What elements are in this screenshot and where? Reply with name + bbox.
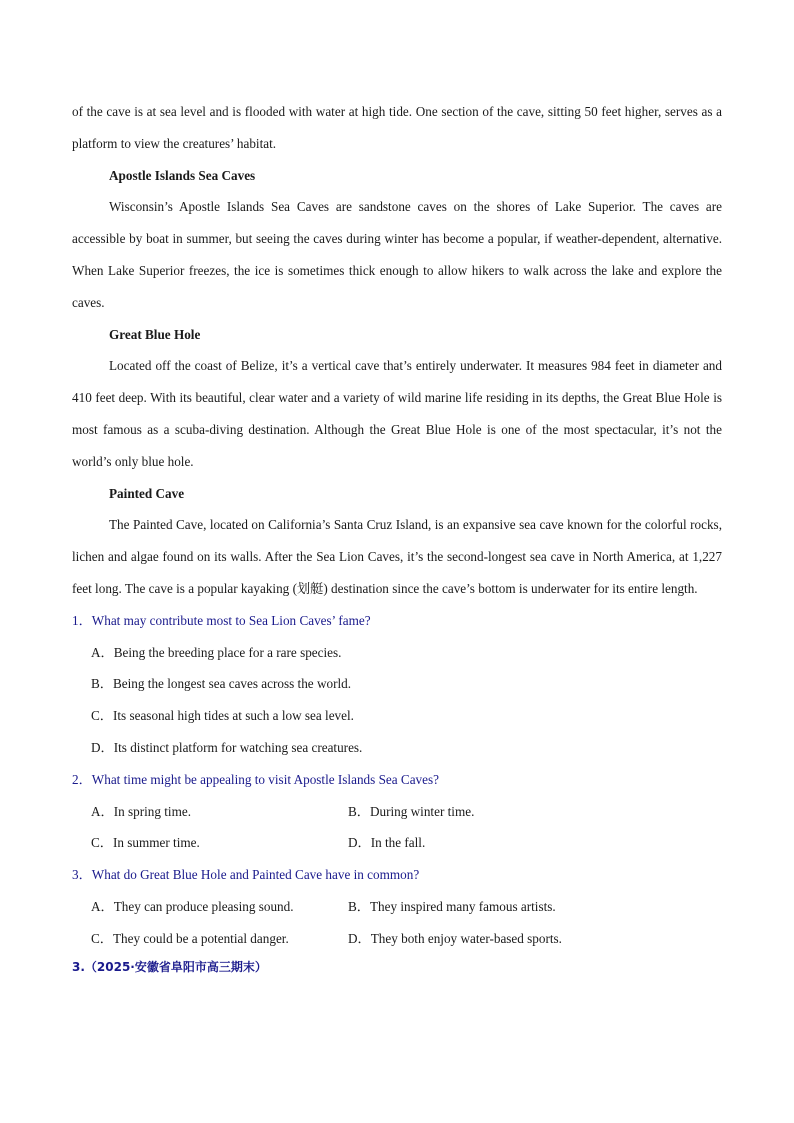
question-1-option-a: A．Being the breeding place for a rare species. xyxy=(91,644,342,660)
question-1-stem: 1．What may contribute most to Sea Lion Caves’ fame? xyxy=(72,612,371,628)
question-2-option-a: A．In spring time. xyxy=(91,803,191,819)
question-3-option-b: B．They inspired many famous artists. xyxy=(348,898,556,914)
question-3-options-row-1 xyxy=(91,891,722,923)
question-3-option-c: C．They could be a potential danger. xyxy=(91,930,289,946)
question-3-stem: 3．What do Great Blue Hole and Painted Cave have in common? xyxy=(72,867,420,883)
question-2-options-row-2 xyxy=(91,827,722,859)
document-page xyxy=(72,96,722,979)
question-2-option-d: D．In the fall. xyxy=(348,835,426,851)
section-heading-blue-hole: Great Blue Hole xyxy=(109,326,201,342)
question-2-options-row-1 xyxy=(91,796,722,828)
passage-paragraph-apostle: Wisconsin’s Apostle Islands Sea Caves are sandstone caves on the shores of Lake Superior. The caves are accessible by boat in summer, but seeing the caves during winter has become a popular, if weather-dependent, alternative. When Lake Superior freezes, the ice is sometimes thick enough to allow hikers to walk across the lake and explore the caves. xyxy=(72,199,722,310)
section-heading-painted-cave: Painted Cave xyxy=(109,485,185,501)
question-2-option-c: C．In summer time. xyxy=(91,835,200,851)
source-label: 3.（2025·安徽省阜阳市高三期末） xyxy=(72,959,267,974)
question-3-options-row-2 xyxy=(91,923,722,955)
question-1-option-b: B．Being the longest sea caves across the world. xyxy=(91,676,352,692)
question-1-option-d: D．Its distinct platform for watching sea creatures. xyxy=(91,739,363,755)
question-2-option-b: B．During winter time. xyxy=(348,803,475,819)
section-heading-apostle: Apostle Islands Sea Caves xyxy=(109,167,256,183)
question-3-option-a: A．They can produce pleasing sound. xyxy=(91,898,294,914)
question-1-option-c: C．Its seasonal high tides at such a low sea level. xyxy=(91,708,354,724)
question-2-stem: 2．What time might be appealing to visit Apostle Islands Sea Caves? xyxy=(72,771,439,787)
passage-paragraph-blue-hole: Located off the coast of Belize, it’s a vertical cave that’s entirely underwater. It measures 984 feet in diameter and 410 feet deep. With its beautiful, clear water and a variety of wild marine life residing in its depths, the Great Blue Hole is most famous as a scuba-diving destination. Although the Great Blue Hole is one of the most spectacular, it’s not the world’s only blue hole. xyxy=(72,358,722,469)
passage-paragraph-painted-cave: The Painted Cave, located on California’s Santa Cruz Island, is an expansive sea cave known for the colorful rocks, lichen and algae found on its walls. After the Sea Lion Caves, it’s the second-longest sea cave in North America, at 1,227 feet long. The cave is a popular kayaking (划艇) destination since the cave’s bottom is underwater for its entire length. xyxy=(72,517,722,596)
passage-paragraph: of the cave is at sea level and is flooded with water at high tide. One section of the cave, sitting 50 feet higher, serves as a platform to view the creatures’ habitat. xyxy=(72,104,722,151)
question-3-option-d: D．They both enjoy water-based sports. xyxy=(348,930,562,946)
